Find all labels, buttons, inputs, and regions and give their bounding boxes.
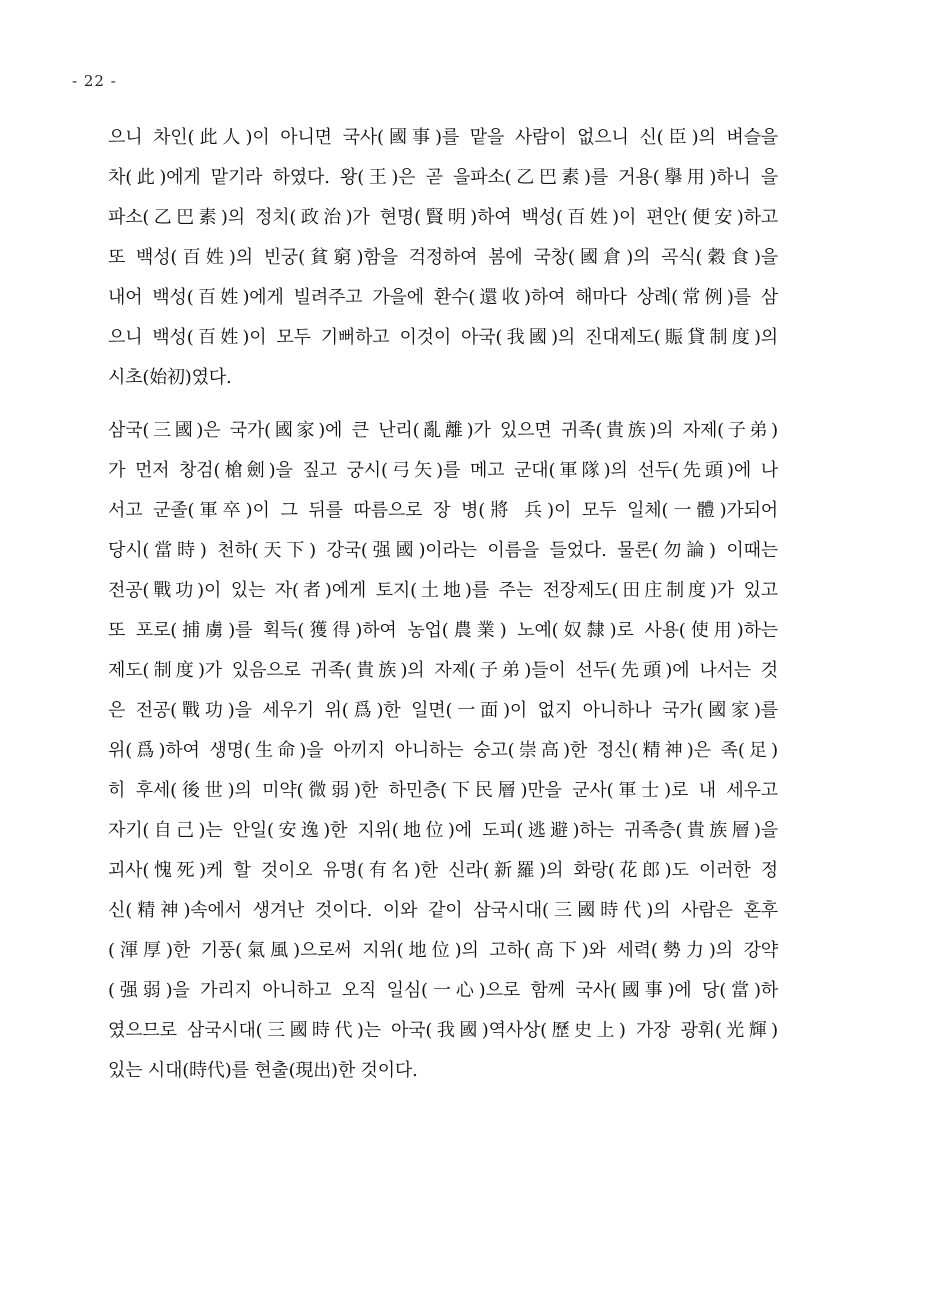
text-line: 히 후세(後世)의 미약(微弱)한 하민층(下民層)만을 군사(軍士)로 내 세우고 [108, 780, 778, 801]
text-line: 당시(當時) 천하(天下) 강국(强國)이라는 이름을 들었다. 물론(勿論) 이때는 [108, 540, 778, 561]
text-line: 제도(制度)가 있음으로 귀족(貴族)의 자제(子弟)들이 선두(先頭)에 나서는 것 [108, 660, 778, 681]
text-line: 으니 차인(此人)이 아니면 국사(國事)를 맡을 사람이 없으니 신(臣)의 벼슬을 [108, 127, 778, 148]
text-line: 전공(戰功)이 있는 자(者)에게 토지(土地)를 주는 전장제도(田庄制度)가 있고 [108, 580, 778, 601]
text-line: 위(爲)하여 생명(生命)을 아끼지 아니하는 숭고(崇高)한 정신(精神)은 족(足) [108, 740, 778, 761]
text-line: 파소(乙巴素)의 정치(政治)가 현명(賢明)하여 백성(百姓)이 편안(便安)하고 [108, 207, 778, 228]
text-line: 차(此)에게 맡기라 하였다. 왕(王)은 곧 을파소(乙巴素)를 거용(擧用)하니 을 [108, 167, 778, 188]
text-line: 은 전공(戰功)을 세우기 위(爲)한 일면(一面)이 없지 아니하나 국가(國家)를 [108, 700, 778, 721]
text-line: 괴사(愧死)케 할 것이오 유명(有名)한 신라(新羅)의 화랑(花郎)도 이러한 정 [108, 860, 778, 881]
paragraph-2 [108, 411, 778, 1091]
text-line: 있는 시대(時代)를 현출(現出)한 것이다. [108, 1060, 418, 1081]
text-line: (强弱)을 가리지 아니하고 오직 일심(一心)으로 함께 국사(國事)에 당(當)하 [108, 980, 778, 1001]
text-line: 으니 백성(百姓)이 모두 기뻐하고 이것이 아국(我國)의 진대제도(賑貸制度)의 [108, 327, 778, 348]
text-line: 였으므로 삼국시대(三國時代)는 아국(我國)역사상(歷史上) 가장 광휘(光輝) [108, 1020, 778, 1041]
text-line: (渾厚)한 기풍(氣風)으로써 지위(地位)의 고하(高下)와 세력(勢力)의 강약 [108, 940, 778, 961]
text-line: 또 포로(捕虜)를 획득(獲得)하여 농업(農業) 노예(奴隸)로 사용(使用)하는 [108, 620, 778, 641]
text-line: 신(精神)속에서 생겨난 것이다. 이와 같이 삼국시대(三國時代)의 사람은 혼후 [108, 900, 778, 921]
page-number: - 22 - [72, 72, 117, 90]
paragraph-1 [108, 118, 778, 398]
text-line: 또 백성(百姓)의 빈궁(貧窮)함을 걱정하여 봄에 국창(國倉)의 곡식(穀食)을 [108, 247, 778, 268]
text-line: 내어 백성(百姓)에게 빌려주고 가을에 환수(還收)하여 해마다 상례(常例)를 삼 [108, 287, 778, 308]
text-line: 시초(始初)였다. [108, 367, 232, 388]
text-line: 서고 군졸(軍卒)이 그 뒤를 따름으로 장 병(將 兵)이 모두 일체(一體)가되어 [108, 500, 778, 521]
text-line: 가 먼저 창검(槍劍)을 짚고 궁시(弓矢)를 메고 군대(軍隊)의 선두(先頭)에 나 [108, 460, 778, 481]
text-line: 삼국(三國)은 국가(國家)에 큰 난리(亂離)가 있으면 귀족(貴族)의 자제(子弟) [108, 420, 778, 441]
text-line: 자기(自己)는 안일(安逸)한 지위(地位)에 도피(逃避)하는 귀족층(貴族層)을 [108, 820, 778, 841]
